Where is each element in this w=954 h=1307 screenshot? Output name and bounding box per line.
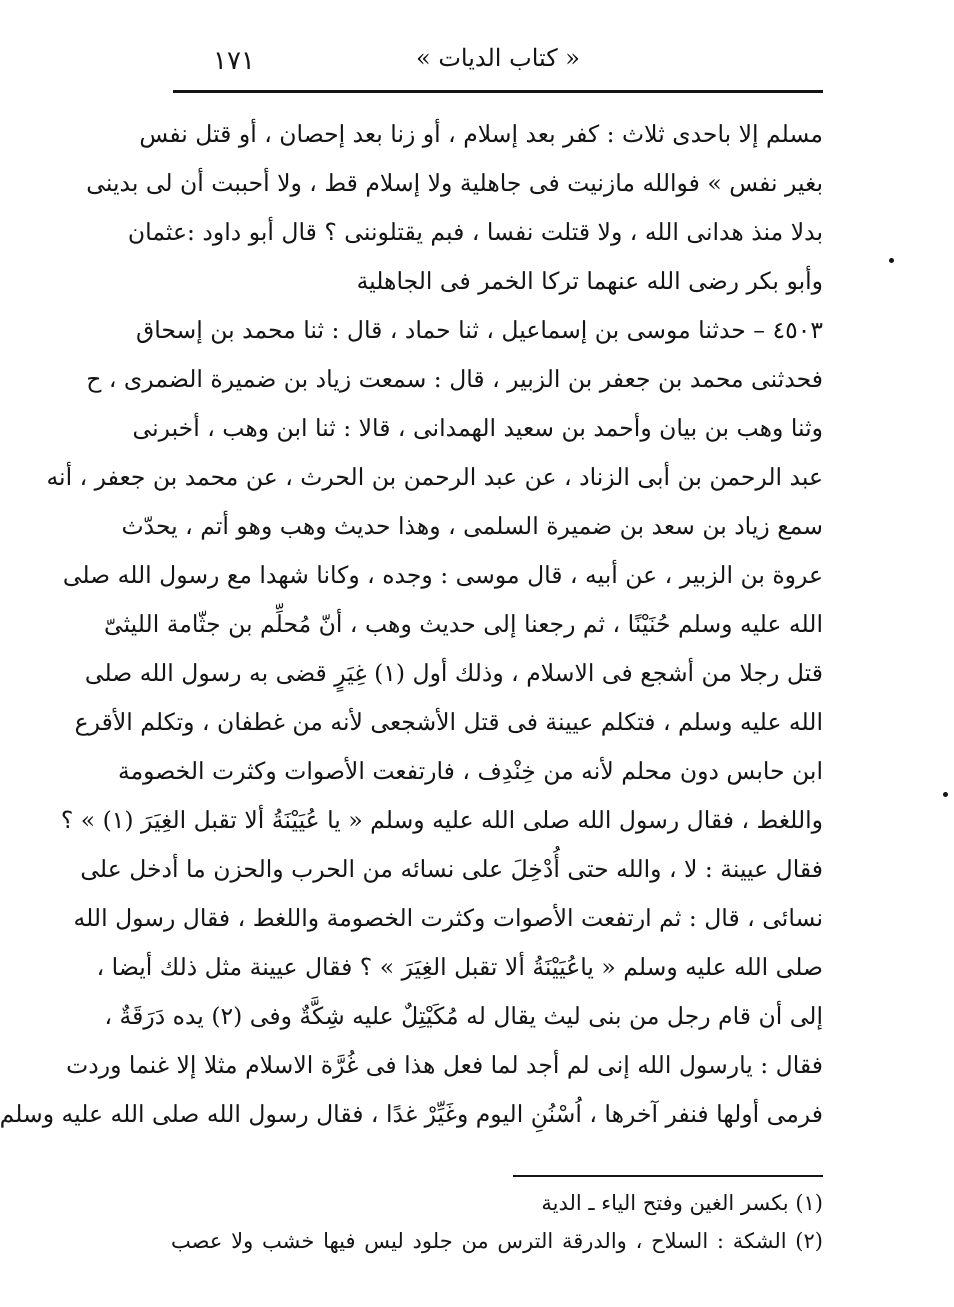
text-line: نسائى ، قال : ثم ارتفعت الأصوات وكثرت الخصومة واللغط ، فقال رسول الله [73,904,823,932]
footnote-2: (٢) الشكة : السلاح ، والدرقة الترس من جلود ليس فيها خشب ولا عصب [171,1229,823,1253]
footnote-1: (١) بكسر الغين وفتح الياء ـ الدية [541,1191,823,1215]
text-line: فقال عيينة : لا ، والله حتى أُدْخِلَ على نسائه من الحرب والحزن ما أدخل على [80,855,823,883]
header-rule [173,90,823,93]
text-line: فرمى أولها فنفر آخرها ، اُسْنُنِ اليوم وغَيِّرْ غدًا ، فقال رسول الله صلى الله عليه وسلم [0,1100,823,1128]
text-line: عروة بن الزبير ، عن أبيه ، قال موسى : وجده ، وكانا شهدا مع رسول الله صلى [62,561,823,589]
text-line: وأبو بكر رضى الله عنهما تركا الخمر فى الجاهلية [356,267,823,295]
hadith-heading-line: ٤٥٠٣ – حدثنا موسى بن إسماعيل ، ثنا حماد ، قال : ثنا محمد بن إسحاق [135,316,823,344]
footnotes [171,1184,823,1260]
text-line: فقال : يارسول الله إنى لم أجد لما فعل هذا فى غُرَّة الاسلام مثلا إلا غنما وردت [66,1051,823,1079]
text-line: واللغط ، فقال رسول الله صلى الله عليه وسلم « يا عُيَيْنَةُ ألا تقبل الغِيَرَ (١) » ؟ [60,806,823,834]
page-header [173,40,823,84]
text-line: صلى الله عليه وسلم « ياعُيَيْنَةُ ألا تقبل الغِيَرَ » ؟ فقال عيينة مثل ذلك أيضا ، [96,953,823,981]
text-line: مسلم إلا باحدى ثلاث : كفر بعد إسلام ، أو زنا بعد إحصان ، أو قتل نفس [139,120,823,148]
text-line: الله عليه وسلم حُنَيْنًا ، ثم رجعنا إلى حديث وهب ، أنّ مُحلِّم بن جثّامة الليثىّ [103,610,823,638]
margin-mark [889,258,894,263]
text-line: الله عليه وسلم ، فتكلم عيينة فى قتل الأشجعى لأنه من غطفان ، وتكلم الأقرع [74,708,823,736]
page-number: ١٧١ [213,46,255,76]
running-title: « كتاب الديات » [416,44,580,72]
text-line: فحدثنى محمد بن جعفر بن الزبير ، قال : سمعت زياد بن ضميرة الضمرى ، ح [86,365,823,393]
text-line: سمع زياد بن سعد بن ضميرة السلمى ، وهذا حديث وهب وهو أتم ، يحدّث [121,512,823,540]
text-line: ابن حابس دون محلم لأنه من خِنْدِف ، فارتفعت الأصوات وكثرت الخصومة [117,757,823,785]
text-line: عبد الرحمن بن أبى الزناد ، عن عبد الرحمن بن الحرث ، عن محمد بن جعفر ، أنه [46,463,823,491]
text-line: بغير نفس » فوالله مازنيت فى جاهلية ولا إسلام قط ، ولا أحببت أن لى بدينى [86,169,823,197]
text-line: وثنا وهب بن بيان وأحمد بن سعيد الهمدانى ، قالا : ثنا ابن وهب ، أخبرنى [132,414,823,442]
main-text [0,110,823,1139]
text-line: بدلا منذ هدانى الله ، ولا قتلت نفسا ، فبم يقتلوننى ؟ قال أبو داود :عثمان [127,218,823,246]
margin-mark [943,792,948,797]
text-line: قتل رجلا من أشجع فى الاسلام ، وذلك أول (١) غِيَرٍ قضى به رسول الله صلى [84,659,823,687]
text-line: إلى أن قام رجل من بنى ليث يقال له مُكَيْتِلٌ عليه شِكَّةٌ وفى (٢) يده دَرَقَةٌ ، [104,1002,823,1030]
footnote-rule [513,1175,823,1177]
